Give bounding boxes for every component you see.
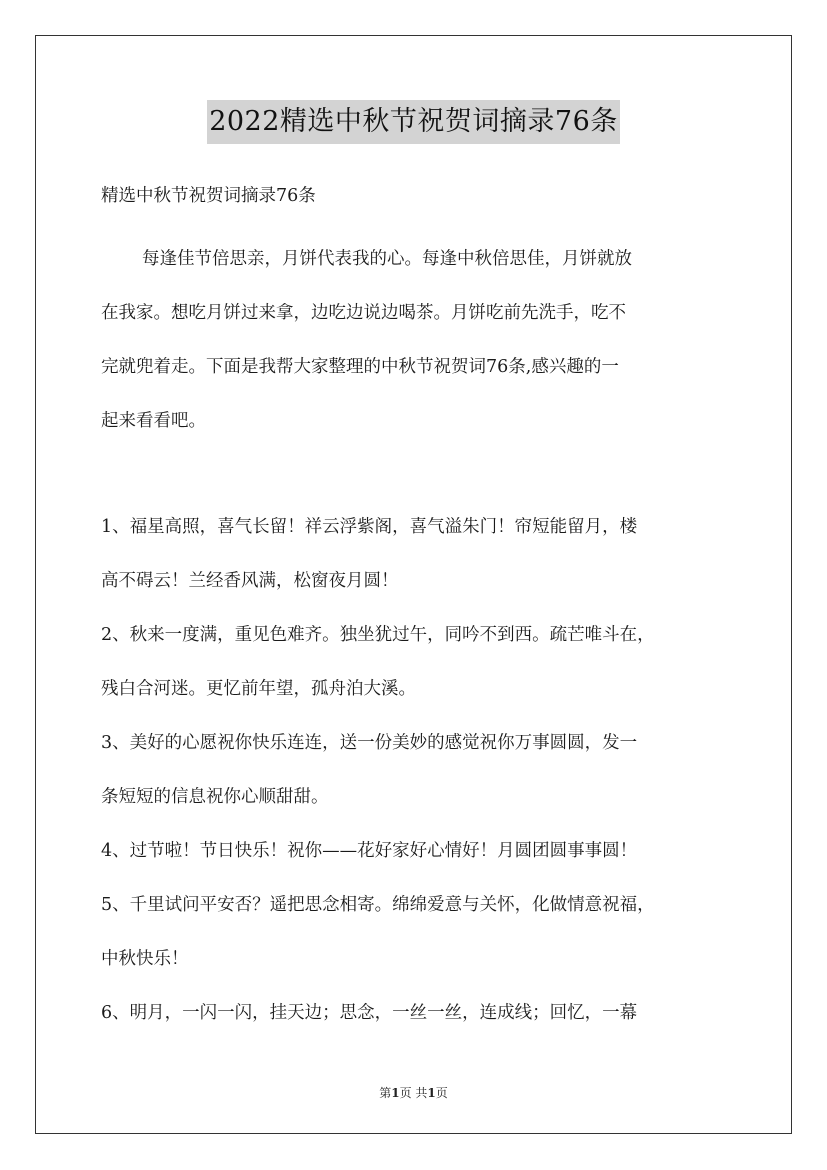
list-item-line: 条短短的信息祝你心顺甜甜。 (101, 787, 329, 807)
list-item-line: 1、福星高照，喜气长留！祥云浮紫阁，喜气溢朱门！帘短能留月，楼 (101, 517, 638, 537)
intro-line: 在我家。想吃月饼过来拿，边吃边说边喝茶。月饼吃前先洗手，吃不 (101, 303, 626, 323)
intro-line: 完就兜着走。下面是我帮大家整理的中秋节祝贺词76条,感兴趣的一 (101, 357, 619, 377)
greetings-list (101, 500, 741, 1040)
list-item-line: 残白合河迷。更忆前年望，孤舟泊大溪。 (101, 679, 416, 699)
list-item-line: 中秋快乐！ (101, 949, 189, 969)
document-subtitle: 精选中秋节祝贺词摘录76条 (101, 186, 316, 206)
page-number-current: 1 (391, 1086, 400, 1100)
list-item-line: 4、过节啦！节日快乐！祝你——花好家好心情好！月圆团圆事事圆！ (101, 841, 638, 861)
page-number-total: 1 (427, 1086, 436, 1100)
title-container (0, 100, 827, 144)
list-item-line: 5、千里试问平安否？遥把思念相寄。绵绵爱意与关怀，化做情意祝福， (101, 895, 655, 915)
document-title: 2022精选中秋节祝贺词摘录76条 (207, 100, 620, 144)
list-item-line: 3、美好的心愿祝你快乐连连，送一份美妙的感觉祝你万事圆圆，发一 (101, 733, 638, 753)
list-item-line: 6、明月，一闪一闪，挂天边；思念，一丝一丝，连成线；回忆，一幕 (101, 1003, 638, 1023)
page-number-mid: 页 共 (399, 1086, 428, 1100)
page-footer (0, 1084, 827, 1101)
intro-line: 每逢佳节倍思亲，月饼代表我的心。每逢中秋倍思佳，月饼就放 (142, 249, 632, 269)
intro-line: 起来看看吧。 (101, 411, 206, 431)
page-number-prefix: 第 (379, 1086, 392, 1100)
list-item-line: 高不碍云！兰经香风满，松窗夜月圆！ (101, 571, 399, 591)
page-number-suffix: 页 (435, 1086, 448, 1100)
list-item-line: 2、秋来一度满，重见色难齐。独坐犹过午，同吟不到西。疏芒唯斗在， (101, 625, 655, 645)
intro-paragraph (101, 232, 741, 448)
